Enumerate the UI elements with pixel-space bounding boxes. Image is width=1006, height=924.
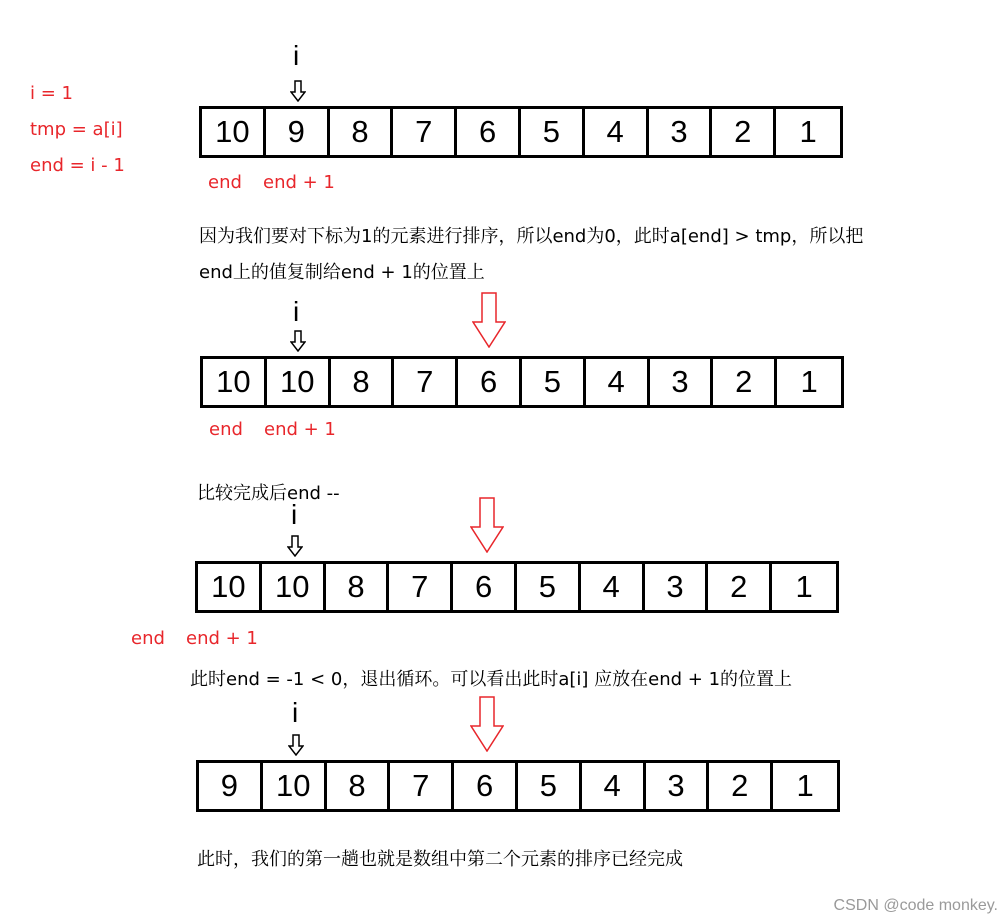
array-cell: 4 — [586, 359, 650, 405]
note-3: 此时end = -1 < 0，退出循环。可以看出此时a[i] 应放在end + 1的位置上 — [190, 669, 793, 690]
array-cell: 8 — [330, 109, 394, 155]
array-cell: 6 — [458, 359, 522, 405]
i-label: i — [291, 499, 298, 530]
down-arrow-icon — [288, 734, 304, 756]
array-cell: 7 — [393, 109, 457, 155]
var-i-line: i = 1 — [30, 83, 73, 104]
array-cell: 7 — [390, 763, 454, 809]
var-end-line: end = i - 1 — [30, 155, 125, 176]
end-plus-1-marker: end + 1 — [264, 419, 336, 440]
array-cell: 2 — [709, 763, 773, 809]
array-cell: 8 — [327, 763, 391, 809]
array-cell: 8 — [326, 564, 390, 610]
array-cell: 7 — [394, 359, 458, 405]
array-cell: 4 — [585, 109, 649, 155]
array-cell: 10 — [263, 763, 327, 809]
note-4: 此时，我们的第一趟也就是数组中第二个元素的排序已经完成 — [197, 849, 683, 870]
note-1-line-2: end上的值复制给end + 1的位置上 — [199, 262, 485, 283]
array-cell: 1 — [795, 569, 813, 604]
i-label: i — [292, 697, 299, 728]
array-cell: 3 — [649, 109, 713, 155]
array-cell: 4 — [582, 763, 646, 809]
array-cell: 8 — [331, 359, 395, 405]
watermark: CSDN @code monkey. — [833, 897, 998, 914]
array-cell: 10 — [202, 109, 266, 155]
array-step-4 — [196, 760, 840, 812]
array-cell: 1 — [799, 114, 817, 149]
down-arrow-icon — [287, 535, 303, 557]
array-cell: 9 — [266, 109, 330, 155]
i-label: i — [293, 296, 300, 327]
array-cell: 3 — [650, 359, 714, 405]
note-1-line-1: 因为我们要对下标为1的元素进行排序，所以end为0，此时a[end] > tmp，所以把 — [199, 226, 864, 247]
array-cell: 2 — [713, 359, 777, 405]
array-cell: 2 — [712, 109, 776, 155]
big-down-arrow-icon — [472, 292, 506, 348]
array-cell: 4 — [581, 564, 645, 610]
array-cell: 3 — [646, 763, 710, 809]
array-cell: 7 — [389, 564, 453, 610]
down-arrow-icon — [290, 330, 306, 352]
array-step-2 — [200, 356, 844, 408]
array-cell: 10 — [198, 564, 262, 610]
array-step-3 — [195, 561, 839, 613]
end-marker: end — [208, 172, 242, 193]
array-cell: 5 — [518, 763, 582, 809]
end-marker: end — [131, 628, 165, 649]
array-cell: 3 — [645, 564, 709, 610]
array-cell: 6 — [454, 763, 518, 809]
array-cell: 1 — [796, 768, 814, 803]
array-cell: 6 — [457, 109, 521, 155]
array-cell: 10 — [203, 359, 267, 405]
i-label: i — [293, 40, 300, 71]
array-cell: 1 — [800, 364, 818, 399]
array-cell: 2 — [708, 564, 772, 610]
array-cell: 10 — [267, 359, 331, 405]
array-cell: 5 — [517, 564, 581, 610]
array-cell: 10 — [262, 564, 326, 610]
array-cell: 6 — [453, 564, 517, 610]
array-cell: 5 — [521, 109, 585, 155]
var-tmp-line: tmp = a[i] — [30, 119, 123, 140]
big-down-arrow-icon — [470, 696, 504, 752]
note-2: 比较完成后end -- — [197, 483, 340, 504]
array-cell: 5 — [522, 359, 586, 405]
big-down-arrow-icon — [470, 497, 504, 553]
array-cell: 9 — [199, 763, 263, 809]
array-step-1 — [199, 106, 843, 158]
end-marker: end — [209, 419, 243, 440]
down-arrow-icon — [290, 80, 306, 102]
end-plus-1-marker: end + 1 — [263, 172, 335, 193]
end-plus-1-marker: end + 1 — [186, 628, 258, 649]
